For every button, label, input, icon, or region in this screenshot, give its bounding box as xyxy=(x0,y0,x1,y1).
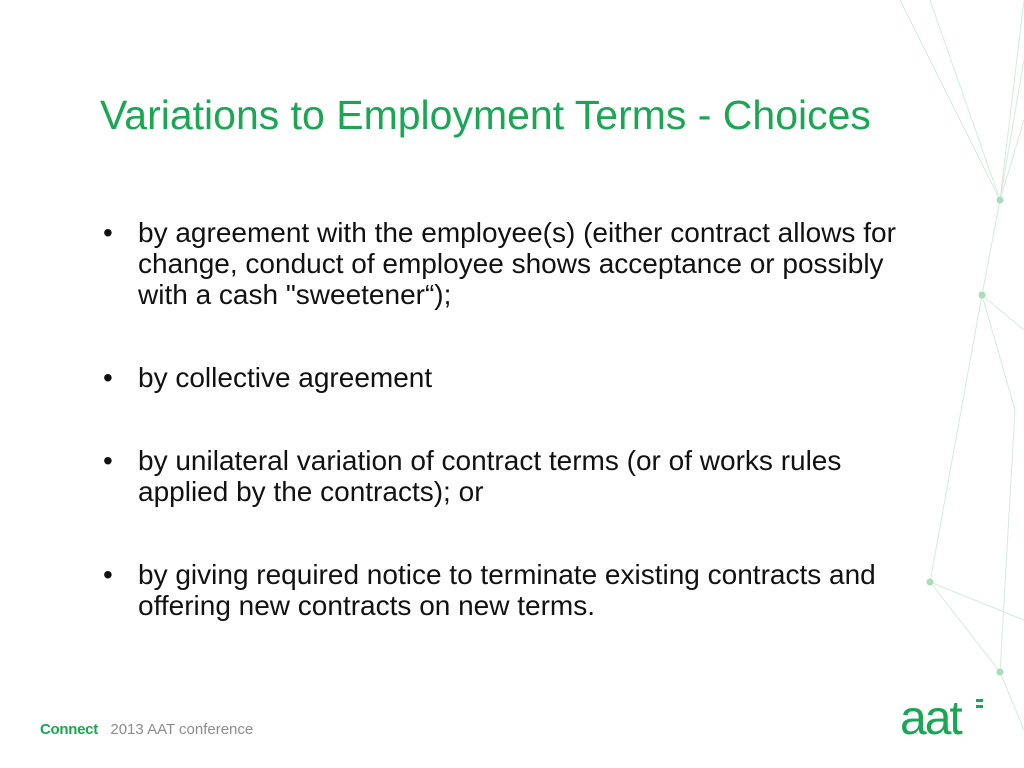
footer xyxy=(40,721,253,739)
bullet-text: by giving required notice to terminate existing contracts and offering new contracts on new terms. xyxy=(138,559,876,621)
bullet-item xyxy=(100,217,930,310)
footer-event: 2013 AAT conference xyxy=(110,721,254,738)
bullet-marker: • xyxy=(103,217,113,248)
slide-title: Variations to Employment Terms - Choices xyxy=(100,92,871,138)
bullet-marker: • xyxy=(103,362,113,393)
bullet-list xyxy=(100,217,930,673)
bullet-text: by collective agreement xyxy=(138,362,433,393)
footer-brand: Connect xyxy=(40,721,98,738)
bullet-text: by agreement with the employee(s) (either contract allows for change, conduct of employee shows acceptance or possibly with a cash "sweetener“); xyxy=(138,217,896,310)
bullet-item xyxy=(100,559,930,621)
bullet-item xyxy=(100,445,930,507)
bullet-text: by unilateral variation of contract terms (or of works rules applied by the contracts); or xyxy=(138,445,842,507)
bullet-item xyxy=(100,362,930,393)
logo-text: aat xyxy=(900,692,961,740)
bullet-marker: • xyxy=(103,559,113,590)
aat-logo xyxy=(898,690,998,740)
bullet-marker: • xyxy=(103,445,113,476)
